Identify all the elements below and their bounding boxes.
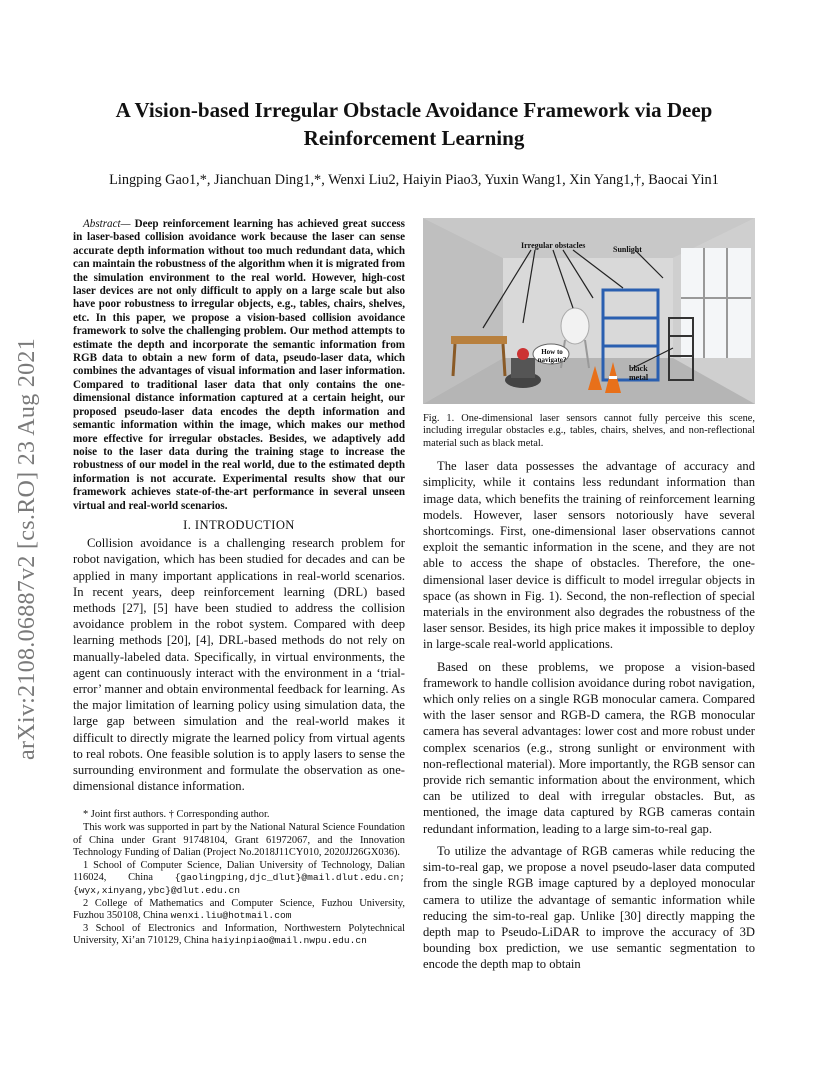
author-list: Lingping Gao1,*, Jianchuan Ding1,*, Wenxi Liu2, Haiyin Piao3, Yuxin Wang1, Xin Yang1,†, Baocai Yin1 <box>109 172 719 188</box>
footnote-joint: * Joint first authors. † Corresponding author. <box>83 809 270 821</box>
label-sunlight: Sunlight <box>613 245 642 254</box>
label-black-metal: black metal <box>629 364 649 382</box>
right-column <box>423 218 755 973</box>
abstract <box>73 218 405 513</box>
label-irregular-obstacles: Irregular obstacles <box>521 241 586 250</box>
intro-paragraph-1: Collision avoidance is a challenging research problem for robot navigation, which has been studied for decades and can be applied in many important applications in real-world scenarios. In recent years, deep reinforcement learning (DRL) based methods [27], [5] have been studied to address the collision avoidance problem in the robot system. Compared with deep learning methods [20], [4], DRL-based methods do not rely on manually-labeled data. Specifically, in virtual environments, the agent can continuously interact with the environment in a ‘trial-error’ manner and obtain environmental feedback for learning. As the major limitation of learning policy using simulation data, the large gap between simulation and the real-world makes it difficult to directly migrate the learned policy from virtual agents to real robots. One feasible solution is to apply lasers to sense the surrounding environment and formulate the observation as one-dimensional distance information. <box>73 536 405 794</box>
figure-1-caption: Fig. 1. One-dimensional laser sensors cannot fully perceive this scene, including irregular obstacles e.g., tables, chairs, shelves, and non-reflectional material such as black metal. <box>423 413 755 449</box>
section-heading: I. INTRODUCTION <box>183 517 295 532</box>
title-line-2: Reinforcement Learning <box>303 126 525 150</box>
paper-title <box>70 96 758 152</box>
arxiv-identifier: arXiv:2108.06887v2 [cs.RO] 23 Aug 2021 <box>14 337 40 760</box>
right-paragraph-2: Based on these problems, we propose a vision-based framework to handle collision avoidance during robot navigation, which only relies on a single RGB monocular camera. Compared with the laser sensor and RGB-D camera, the RGB monocular camera has several advantages: lower cost and more robust under complex scenarios (e.g., strong sunlight or environment with non-reflectional material). More importantly, the RGB sensor can provide rich semantic information about the environment, which can be utilized to deal with irregular obstacles. But, as mentioned, the image data captured by RGB cameras contain redundant information, leading to a large sim-to-real gap. <box>423 659 755 836</box>
title-line-1: A Vision-based Irregular Obstacle Avoidance Framework via Deep <box>115 98 713 122</box>
left-column <box>73 218 405 948</box>
right-paragraph-1: The laser data possesses the advantage of accuracy and simplicity, while it contains less redundant information than image data, which benefits the training of reinforcement learning models. However, laser sensors notoriously have several shortcomings. First, one-dimensional laser observations cannot exploit the semantic information in the scene, and they are not able to access the shape of obstacles. Therefore, the one-dimensional laser device is difficult to model irregular objects in space (as shown in Fig. 1). Second, the non-reflection of special materials in the environment also degrades the robustness of the laser sensor. Besides, its high price makes it impossible to deploy in large-scale real-world applications. <box>423 459 755 652</box>
figure-1-illustration <box>423 218 755 404</box>
room-scene-illustration <box>423 218 755 404</box>
email-aff1: {gaolingping,djc_dlut}@mail.dlut.edu.cn; {wyx,xinyang,ybc}@dlut.edu.cn <box>73 872 405 896</box>
footnote-affiliation-3: 3 School of Electronics and Information, Northwestern Polytechnical University, Xi’an 710129, China haiyinpiao@mail.nwpu.edu.cn <box>73 922 405 947</box>
footnotes <box>73 800 405 948</box>
abstract-text: Deep reinforcement learning has achieved great success in laser-based collision avoidance work because the laser can sense accurate depth information without too much redundant data, which can maintain the robustness of the algorithm when it is migrated from the simulation environment to the real world. However, high-cost laser devices are not only difficult to apply on a large scale but also have poor robustness to irregular objects, e.g., tables, chairs, shelves, etc. In this paper, we propose a vision-based collision avoidance framework to solve the challenging problem. Our method attempts to estimate the depth and incorporate the semantic information from RGB data to obtain a new form of data, pseudo-laser data, which combines the advantages of visual information and laser information. Compared to traditional laser data that only contains the one-dimensional distance information captured at a certain height, our proposed pseudo-laser data encodes the depth information and semantic information within the image, which makes our method more effective for irregular obstacles. Besides, we adaptively add noise to the laser data during the training stage to increase the robustness of our model in the real world, due to the estimated depth information is not accurate. Experimental results show that our framework achieves state-of-the-art performance in several unseen virtual and real-world scenarios. <box>73 218 405 512</box>
email-aff3: haiyinpiao@mail.nwpu.edu.cn <box>211 935 367 947</box>
abstract-label: Abstract— <box>83 218 131 230</box>
email-aff2: wenxi.liu@hotmail.com <box>170 910 292 922</box>
footnote-funding: This work was supported in part by the National Natural Science Foundation of China under Grant 91748104, Grant 61972067, and the Innovation Technology Funding of Dalian (Project No.2018J11CY010, 2020JJ26GX036). <box>73 821 405 859</box>
footnote-affiliation-1: 1 School of Computer Science, Dalian University of Technology, Dalian 116024, China {gaolingping,djc_dlut}@mail.dlut.edu.cn; {wyx,xinyang,ybc}@dlut.edu.cn <box>73 859 405 896</box>
right-paragraph-3: To utilize the advantage of RGB cameras while reducing the sim-to-real gap, we propose a novel pseudo-laser data computed from the single RGB image captured by a deployed monocular camera to utilize the advantage of semantic information while reducing the sim-to-real gap. Unlike [30] directly mapping the depth map to Pseudo-LiDAR to improve the accuracy of 3D bounding box prediction, we use semantic segmentation to encode the depth map to obtain <box>423 843 755 972</box>
label-how-to-navigate: How to navigate? <box>537 348 567 364</box>
footnote-affiliation-2: 2 College of Mathematics and Computer Science, Fuzhou University, Fuzhou 350108, China wenxi.liu@hotmail.com <box>73 897 405 922</box>
